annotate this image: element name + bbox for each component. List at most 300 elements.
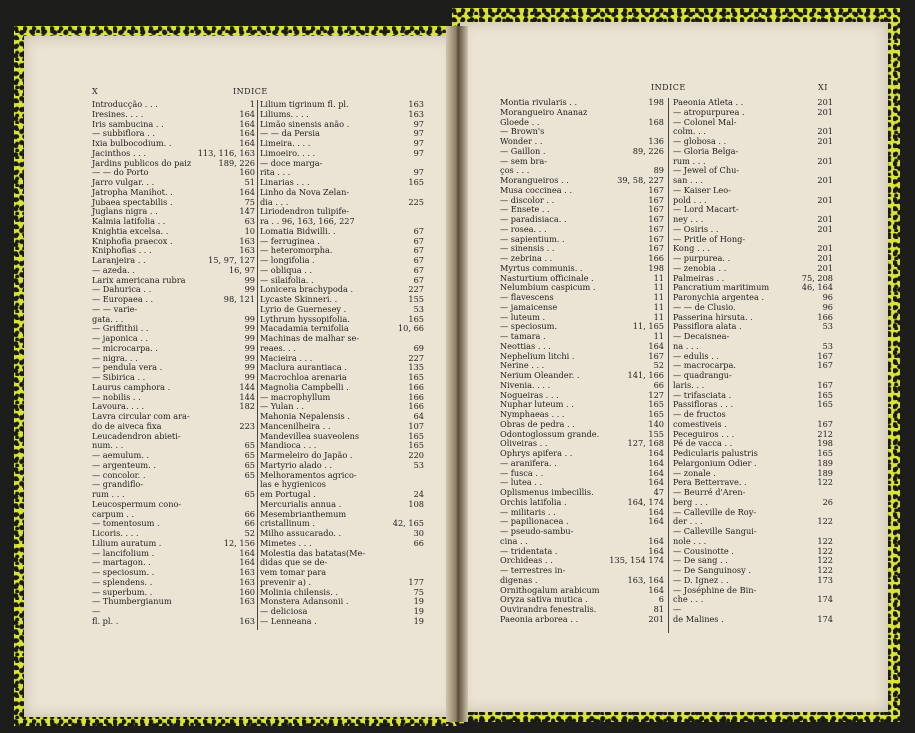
index-term: Iris sambucina . . <box>92 118 164 129</box>
index-page-numbers: 11 <box>653 272 664 283</box>
index-page-numbers: 16, 97 <box>228 264 255 275</box>
index-entry <box>92 597 255 607</box>
index-term: — globosa . . <box>673 136 727 146</box>
index-term: — — varie- <box>92 303 138 314</box>
index-term: — tamara . <box>500 331 546 341</box>
index-term: Pancratium maritimum <box>673 282 770 293</box>
index-term: didas que se de- <box>260 557 328 568</box>
index-page-numbers: 160 <box>239 586 255 597</box>
index-term: Limão sinensis anão . <box>260 118 350 129</box>
index-page-numbers: 81 <box>653 604 664 614</box>
index-page-numbers: 227 <box>408 284 424 295</box>
index-term: pold . . . <box>673 194 707 205</box>
index-page-numbers: 164 <box>239 186 255 197</box>
index-term: prevenir a) . <box>260 576 312 587</box>
index-page-numbers: 66 <box>413 537 424 548</box>
index-term: — Colonel Mal- <box>673 116 737 127</box>
index-page-numbers: 63 <box>244 216 255 226</box>
index-term: Leucospermum cono- <box>92 498 182 509</box>
index-term: — japonica . . <box>92 333 149 343</box>
index-page-numbers: 201 <box>817 214 833 224</box>
index-page-numbers: 108 <box>408 498 424 509</box>
index-term: Lilium tigrinum fl. pl. <box>260 99 349 109</box>
index-page-numbers: 11 <box>653 311 664 322</box>
index-page-numbers: 11 <box>653 292 664 302</box>
index-term: — Lenneana . <box>260 615 317 626</box>
index-term: Oplismenus imbecillis. <box>500 487 594 497</box>
index-term: Pera Betterrave. . <box>673 477 747 488</box>
index-page-numbers: 15, 97, 127 <box>208 255 255 265</box>
index-page-numbers: 164, 174 <box>627 496 664 507</box>
index-term: — lancifolium . <box>92 547 155 558</box>
index-page-numbers: 166 <box>648 253 664 263</box>
index-page-numbers: 167 <box>648 204 664 215</box>
index-term: — Yulan . . <box>260 401 304 412</box>
index-page-numbers: 122 <box>817 516 833 527</box>
index-page-numbers: 144 <box>239 381 255 392</box>
index-entry <box>673 595 833 605</box>
index-page-numbers: 136 <box>648 136 664 146</box>
index-page-numbers: 53 <box>822 321 833 332</box>
index-page-numbers: 164 <box>648 535 664 546</box>
index-page-numbers: 107 <box>408 420 424 431</box>
index-page-numbers: 19 <box>413 615 424 626</box>
index-term: Ouvirandra fenestralis. <box>500 604 597 614</box>
index-page-numbers: 97 <box>413 118 424 129</box>
index-page-numbers: 89 <box>653 165 664 176</box>
index-page-numbers: 163 <box>239 567 255 577</box>
index-term: — <box>673 604 682 614</box>
index-page-numbers: 42, 165 <box>392 518 424 529</box>
index-term: do de aiveca fixa <box>92 420 162 431</box>
index-page-numbers: 97 <box>413 128 424 139</box>
index-page-numbers: 65 <box>244 459 255 470</box>
index-term: Paronychia argentea . <box>673 292 765 302</box>
index-term: ney . . . <box>673 214 704 224</box>
index-page-numbers: 166 <box>408 401 424 412</box>
index-term: — microcarpa. . <box>92 342 158 353</box>
index-term: — macrophyllum <box>260 391 331 402</box>
index-page-numbers: 164 <box>648 457 664 468</box>
index-term: Peceguiros . . . <box>673 428 735 439</box>
index-term: ços . . . <box>500 165 530 176</box>
index-page-numbers: 164 <box>648 506 664 517</box>
index-page-numbers: 65 <box>244 450 255 460</box>
index-page-numbers: 11, 165 <box>632 321 664 332</box>
index-term: fl. pl. . <box>92 615 119 626</box>
index-page-numbers: 39, 58, 227 <box>617 175 664 185</box>
index-term: — — da Persia <box>260 128 320 139</box>
index-term: las e hygienicos <box>260 479 326 490</box>
index-page-numbers: 65 <box>244 489 255 499</box>
index-term: — Gloria Belga- <box>673 145 739 156</box>
index-entry <box>673 615 833 625</box>
index-page-numbers: 166 <box>817 311 833 322</box>
index-term: — obliqua . . <box>260 264 313 275</box>
index-page-numbers: 99 <box>244 362 255 373</box>
index-page-numbers: 144 <box>239 391 255 402</box>
index-term: Juglans nigra . . <box>92 206 158 217</box>
index-page-numbers: 174 <box>817 613 833 624</box>
index-term: — Pritle of Hong- <box>673 233 746 244</box>
index-term: der . . . <box>673 516 703 527</box>
index-term: Mercurialis annua . <box>260 498 342 509</box>
index-term: carpum . . <box>92 508 135 519</box>
index-page-numbers: 163 <box>408 99 424 109</box>
index-page-numbers: 122 <box>817 535 833 546</box>
index-term: — quadrangu- <box>673 370 732 380</box>
index-term: — sinensis . . <box>500 243 555 254</box>
index-page-numbers: 201 <box>817 262 833 273</box>
index-term: — zonale . <box>673 467 716 478</box>
index-page-numbers: 69 <box>413 342 424 353</box>
left-page-column-1 <box>92 100 255 627</box>
index-term: — nobilis . . <box>92 391 141 402</box>
index-page-numbers: 99 <box>244 284 255 295</box>
index-term: rum . . . <box>92 489 125 499</box>
index-page-numbers: 201 <box>817 175 833 185</box>
index-term: Marmeleiro do Japão . <box>260 450 353 460</box>
index-page-numbers: 12, 156 <box>223 537 255 548</box>
index-page-numbers: 174 <box>817 594 833 605</box>
index-term: Nivenia. . . . <box>500 379 551 390</box>
index-page-numbers: 212 <box>817 428 833 439</box>
index-page-numbers: 164 <box>648 340 664 351</box>
index-term: reaes. . . <box>260 342 296 353</box>
index-entry <box>260 617 424 627</box>
index-term: — zenobia . . <box>673 262 727 273</box>
index-term: Kalmia latifolia . . <box>92 216 166 226</box>
index-page-numbers: 164 <box>648 448 664 458</box>
index-term: Lycaste Skinneri. . <box>260 294 338 304</box>
index-term: Macrochloa arenaria <box>260 372 347 382</box>
index-term: Mimetes . . . <box>260 537 312 548</box>
index-page-numbers: 201 <box>817 136 833 146</box>
index-term: Morangueiro Ananaz <box>500 106 588 117</box>
index-term: — zebrina . . <box>500 253 553 263</box>
index-term: Mancenilheira . . <box>260 420 331 431</box>
index-term: Nephelium litchi . <box>500 350 575 361</box>
index-term: — splendens. . <box>92 576 153 587</box>
index-page-numbers: 53 <box>822 340 833 351</box>
index-term: — atropurpurea . <box>673 106 745 117</box>
index-term: Oryza sativa mutica . <box>500 594 588 605</box>
index-term: Nymphaeas . . . <box>500 409 565 419</box>
index-page-numbers: 64 <box>413 411 424 421</box>
index-term: rum . . . <box>673 155 706 166</box>
index-term: — superbum. . <box>92 586 153 597</box>
index-page-numbers: 163 <box>408 108 424 119</box>
index-page-numbers: 164 <box>239 108 255 119</box>
index-page-numbers: 75, 208 <box>801 272 833 283</box>
index-page-numbers: 6 <box>658 594 664 605</box>
index-page-numbers: 99 <box>244 333 255 343</box>
index-term: laris. . . <box>673 379 705 390</box>
index-term: — Decaisnea- <box>673 331 730 341</box>
index-term: Liliums. . . . <box>260 108 309 119</box>
index-page-numbers: 198 <box>817 438 833 449</box>
index-term: — ferruginea . <box>260 235 320 246</box>
index-page-numbers: 97 <box>413 167 424 178</box>
index-term: dia . . . <box>260 196 289 207</box>
index-term: Macadamia ternifolia <box>260 323 349 334</box>
index-page-numbers: 167 <box>648 243 664 254</box>
index-page-numbers: 66 <box>653 379 664 390</box>
index-page-numbers: 167 <box>648 194 664 205</box>
index-term: Palmeiras . . <box>673 272 725 283</box>
index-page-numbers: 67 <box>413 235 424 246</box>
index-term: Jarro vulgar. . . <box>92 177 155 187</box>
index-term: — de fructos <box>673 409 726 419</box>
index-page-numbers: 66 <box>244 508 255 519</box>
index-term: Mandioca . . . <box>260 440 317 451</box>
index-page-numbers: 163 <box>239 245 255 256</box>
index-page-numbers: 165 <box>408 440 424 451</box>
index-entry <box>92 617 255 627</box>
index-page-numbers: 147 <box>239 206 255 217</box>
index-page-numbers: 164 <box>239 547 255 558</box>
index-term: — discolor . . <box>500 194 555 205</box>
index-page-numbers: 135, 154 174 <box>609 555 664 566</box>
index-term: de Malines . <box>673 613 724 624</box>
index-page-numbers: 67 <box>413 274 424 285</box>
index-term: Morangueiros . . <box>500 175 569 185</box>
index-page-numbers: 225 <box>408 196 424 207</box>
index-term: — deliciosa <box>260 606 308 616</box>
index-page-numbers: 122 <box>817 477 833 488</box>
index-page-numbers: 24 <box>413 489 424 499</box>
index-term: Neottias . . . <box>500 340 551 351</box>
index-term: nole . . . <box>673 535 707 546</box>
index-term: Larix americana rubra <box>92 274 186 285</box>
index-page-numbers: 163 <box>239 615 255 626</box>
index-page-numbers: 167 <box>817 350 833 361</box>
right-page-column-2 <box>673 98 833 625</box>
index-term: Paeonia arborea . . <box>500 613 579 624</box>
index-page-numbers: 97 <box>413 138 424 148</box>
index-term: — tomentosum . <box>92 518 160 529</box>
index-page-numbers: 1 <box>249 99 255 109</box>
index-term: Odontoglossum grande. <box>500 428 600 439</box>
index-term: Milho assucarado. . <box>260 528 342 538</box>
index-page-numbers: 67 <box>413 225 424 236</box>
index-page-numbers: 122 <box>817 565 833 575</box>
index-term: Passiflora alata . <box>673 321 742 332</box>
index-page-numbers: 164 <box>648 584 664 595</box>
index-term: cina . . <box>500 535 528 546</box>
index-term: Nerium Oleander. . <box>500 370 580 380</box>
index-term: — Joséphine de Bin- <box>673 584 757 595</box>
index-term: — speciosum. <box>500 321 558 332</box>
index-term: em Portugal . <box>260 489 316 499</box>
index-page-numbers: 167 <box>817 418 833 429</box>
index-term: Jacinthos . . . <box>92 147 146 158</box>
index-page-numbers: 201 <box>817 253 833 263</box>
index-term: — concolor. . <box>92 469 146 480</box>
index-term: — De sang . . <box>673 555 728 566</box>
right-running-head: INDICE <box>651 83 686 92</box>
index-term: Melhoramentos agrico- <box>260 469 357 480</box>
index-term: Pelargonium Odier . <box>673 457 757 468</box>
index-term: Introducção . . . <box>92 99 158 109</box>
index-term: — speciosum. . <box>92 567 155 577</box>
index-term: — lutea . . <box>500 477 543 488</box>
index-term: — Calleville Sangui- <box>673 526 757 536</box>
index-page-numbers: 165 <box>408 313 424 324</box>
index-page-numbers: 75 <box>244 196 255 207</box>
index-page-numbers: 67 <box>413 264 424 275</box>
index-term: Nogueiras . . . <box>500 389 559 400</box>
index-term: — sem bra- <box>500 155 548 166</box>
index-term: Ornithogalum arabicum <box>500 584 600 595</box>
index-term: Oliveiras . . <box>500 438 548 449</box>
index-term: Kniphofia praecox . <box>92 235 173 246</box>
index-term: Jatropha Manihot. . <box>92 186 173 197</box>
left-folio: X <box>92 87 99 96</box>
index-term: Liriodendron tulipife- <box>260 206 350 217</box>
index-term: comestiveis . <box>673 418 727 429</box>
index-page-numbers: 19 <box>413 606 424 616</box>
index-page-numbers: 227 <box>408 352 424 363</box>
index-term: — tridentata . <box>500 545 558 556</box>
index-page-numbers: 66 <box>244 518 255 529</box>
index-page-numbers: 99 <box>244 313 255 324</box>
index-term: — jamaicense <box>500 301 558 312</box>
index-term: Obras de pedra . . <box>500 418 575 429</box>
index-page-numbers: 52 <box>244 528 255 538</box>
index-term: num. . . <box>92 440 124 451</box>
index-term: — nigra. . . <box>92 352 138 363</box>
index-page-numbers: 167 <box>648 233 664 244</box>
index-page-numbers: 165 <box>817 389 833 400</box>
index-term: Jardins publicos do paiz <box>92 157 192 168</box>
index-page-numbers: 164 <box>648 467 664 478</box>
index-term: Monstera Adansonii . <box>260 596 349 607</box>
index-term: — Kaiser Leo- <box>673 184 731 195</box>
index-term: — Calleville de Roy- <box>673 506 757 517</box>
index-term: Mandevillea suaveolens <box>260 430 360 441</box>
index-page-numbers: 167 <box>648 184 664 195</box>
index-page-numbers: 165 <box>648 399 664 410</box>
index-page-numbers: 127, 168 <box>627 438 664 449</box>
index-page-numbers: 164 <box>648 477 664 488</box>
index-page-numbers: 141, 166 <box>627 370 664 380</box>
index-term: Laranjeira . . <box>92 255 146 265</box>
index-page-numbers: 201 <box>648 613 664 624</box>
index-page-numbers: 220 <box>408 450 424 460</box>
index-term: Limoeiro. . . . <box>260 147 316 158</box>
index-page-numbers: 47 <box>653 487 664 497</box>
index-term: — Cousinotte . <box>673 545 734 556</box>
index-term: Ophrys apifera . . <box>500 448 573 458</box>
index-term: Passifloras . . . <box>673 399 734 410</box>
index-term: — Dahurica . . <box>92 284 152 295</box>
index-term: — militaris . . <box>500 506 556 517</box>
index-term: cristallinum . <box>260 518 315 529</box>
index-term: Linho da Nova Zelan- <box>260 186 350 197</box>
index-term: — edulis . . <box>673 350 719 361</box>
index-page-numbers: 167 <box>648 214 664 224</box>
index-page-numbers: 113, 116, 163 <box>197 147 255 158</box>
index-page-numbers: 52 <box>653 360 664 371</box>
left-column-rule <box>257 100 258 630</box>
index-page-numbers: 223 <box>239 420 255 431</box>
index-term: — silaifolia. . <box>260 274 314 285</box>
index-term: — rosea. . . <box>500 223 547 234</box>
index-term: — <box>92 606 101 616</box>
index-term: Lythrum hyssopifolia. <box>260 313 350 324</box>
right-column-rule <box>668 98 669 633</box>
index-page-numbers: 89, 226 <box>632 145 664 156</box>
right-page-column-1 <box>500 98 664 625</box>
index-page-numbers: 168 <box>648 116 664 127</box>
index-page-numbers: 99 <box>244 342 255 353</box>
index-term: — Europaea . . <box>92 294 154 304</box>
index-term: — argenteum. . <box>92 459 156 470</box>
index-page-numbers: 201 <box>817 126 833 137</box>
index-term: Mahonia Nepalensis . <box>260 411 350 421</box>
index-page-numbers: 164 <box>239 118 255 129</box>
index-term: Wonder . . <box>500 136 543 146</box>
index-page-numbers: 163 <box>239 235 255 246</box>
index-term: — grandiflo- <box>92 479 144 490</box>
index-term: — Thumbergianum <box>92 596 172 607</box>
index-term: — Beurré d'Aren- <box>673 487 746 497</box>
index-page-numbers: 46, 164 <box>801 282 833 293</box>
index-term: Ixia bulbocodium. . <box>92 138 172 148</box>
index-page-numbers: 10 <box>244 225 255 236</box>
index-page-numbers: 163 <box>239 576 255 587</box>
index-term: — aemulum. . <box>92 450 150 460</box>
index-term: — — de Clusio. <box>673 301 736 312</box>
index-page-numbers: 135 <box>408 362 424 373</box>
index-term: Jubaea spectabilis . <box>92 196 173 207</box>
index-term: Licoris. . . . <box>92 528 139 538</box>
index-term: — purpurea. . <box>673 253 731 263</box>
index-page-numbers: 127 <box>648 389 664 400</box>
index-term: — martagon. . <box>92 557 151 568</box>
index-term: — doce marga- <box>260 157 323 168</box>
index-term: — Brown's <box>500 126 545 137</box>
index-page-numbers: 167 <box>648 350 664 361</box>
index-term: Mesembrianthemum <box>260 508 347 519</box>
index-term: Nasturtium officinale . <box>500 272 594 283</box>
index-page-numbers: 189, 226 <box>218 157 255 168</box>
index-term: Molestia das batatas(Me- <box>260 547 366 558</box>
index-term: — Osiris . . <box>673 223 719 234</box>
index-term: Lavra circular com ara- <box>92 411 190 421</box>
index-page-numbers: 198 <box>648 97 664 107</box>
index-term: Montia rivularis . . <box>500 97 578 107</box>
index-page-numbers: 189 <box>817 467 833 478</box>
book-spine <box>446 26 468 722</box>
index-term: Nerine . . . <box>500 360 545 371</box>
index-term: Nelumbium caspicum . <box>500 282 596 293</box>
index-term: che . . . <box>673 594 704 605</box>
index-page-numbers: 11 <box>653 301 664 312</box>
index-term: — paradisiaca. . <box>500 214 567 224</box>
index-page-numbers: 99 <box>244 372 255 382</box>
index-term: Musa coccinea . . <box>500 184 573 195</box>
index-term: Magnolia Campbelli . <box>260 381 349 392</box>
index-page-numbers: 163 <box>239 596 255 607</box>
index-term: Orchis latifolia . <box>500 496 567 507</box>
index-page-numbers: 201 <box>817 97 833 107</box>
index-page-numbers: 167 <box>648 223 664 234</box>
index-page-numbers: 96 <box>822 292 833 302</box>
index-term: Lomatia Bidwilli. . <box>260 225 336 236</box>
index-page-numbers: 26 <box>822 496 833 507</box>
